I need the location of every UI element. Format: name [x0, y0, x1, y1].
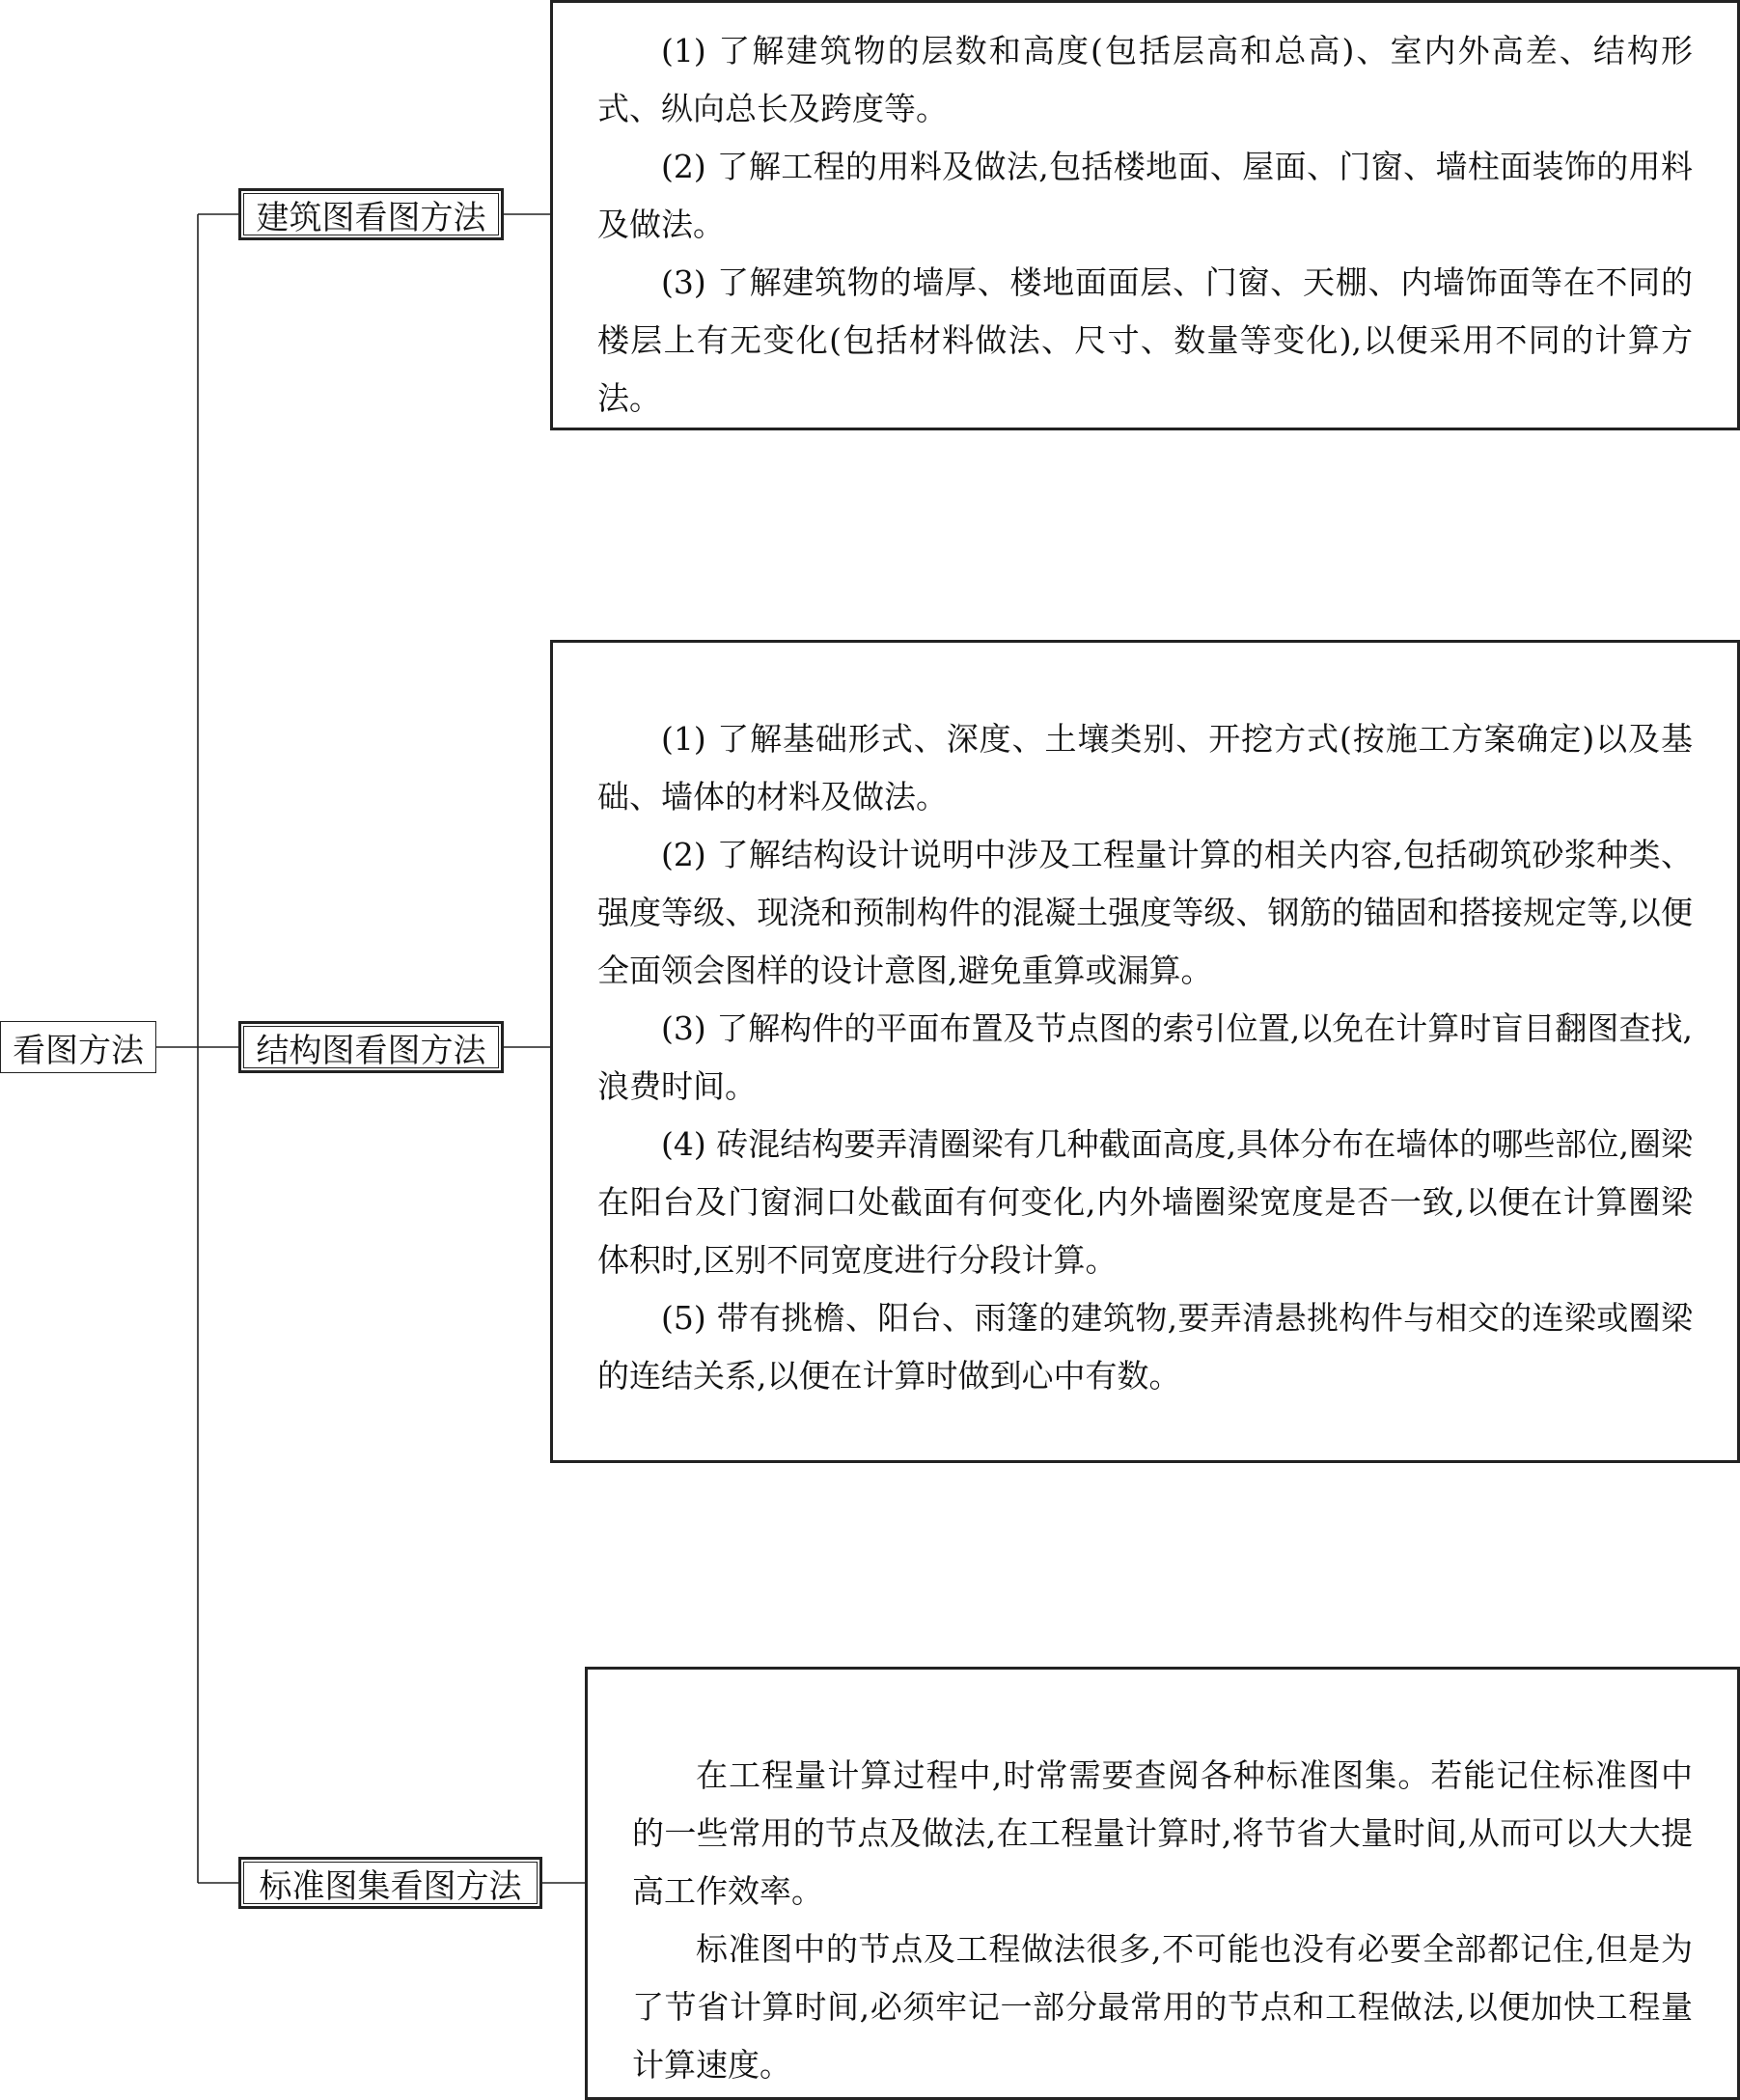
root-label: 看图方法: [13, 1031, 144, 1070]
paragraph: (4) 砖混结构要弄清圈梁有几种截面高度,具体分布在墙体的哪些部位,圈梁在阳台及门窗洞口处截面有何变化,内外墙圈梁宽度是否一致,以便在计算圈梁体积时,区别不同宽度进行分段计算。: [597, 1125, 1693, 1279]
paragraph: (3) 了解构件的平面布置及节点图的索引位置,以免在计算时盲目翻图查找,浪费时间。: [597, 1009, 1693, 1105]
paragraph: (2) 了解工程的用料及做法,包括楼地面、屋面、门窗、墙柱面装饰的用料及做法。: [597, 148, 1693, 243]
paragraph: (1) 了解建筑物的层数和高度(包括层高和总高)、室内外高差、结构形式、纵向总长及跨度等。: [597, 32, 1693, 127]
branch-node-architectural: [238, 188, 504, 240]
branch-label: 标准图集看图方法: [259, 1866, 522, 1906]
content-box-standard-atlas: [585, 1667, 1740, 2100]
content-box-structural: [550, 640, 1740, 1463]
paragraph: 在工程量计算过程中,时常需要查阅各种标准图集。若能记住标准图中的一些常用的节点及做法,在工程量计算时,将节省大量时间,从而可以大大提高工作效率。: [632, 1756, 1693, 1910]
branch-label: 结构图看图方法: [256, 1031, 486, 1070]
paragraph: (3) 了解建筑物的墙厚、楼地面面层、门窗、天棚、内墙饰面等在不同的楼层上有无变化(包括材料做法、尺寸、数量等变化),以便采用不同的计算方法。: [597, 263, 1693, 417]
branch-node-structural: [238, 1021, 504, 1073]
paragraph: 标准图中的节点及工程做法很多,不可能也没有必要全部都记住,但是为了节省计算时间,必须牢记一部分最常用的节点和工程做法,以便加快工程量计算速度。: [632, 1930, 1693, 2084]
paragraph: (1) 了解基础形式、深度、土壤类别、开挖方式(按施工方案确定)以及基础、墙体的材料及做法。: [597, 720, 1693, 815]
root-node: [0, 1021, 156, 1073]
branch-node-standard-atlas: [238, 1857, 542, 1909]
branch-label: 建筑图看图方法: [256, 198, 486, 237]
paragraph: (2) 了解结构设计说明中涉及工程量计算的相关内容,包括砌筑砂浆种类、强度等级、现浇和预制构件的混凝土强度等级、钢筋的锚固和搭接规定等,以便全面领会图样的设计意图,避免重算或漏算。: [597, 836, 1693, 989]
paragraph: (5) 带有挑檐、阳台、雨篷的建筑物,要弄清悬挑构件与相交的连梁或圈梁的连结关系,以便在计算时做到心中有数。: [597, 1299, 1693, 1395]
content-box-architectural: [550, 0, 1740, 430]
